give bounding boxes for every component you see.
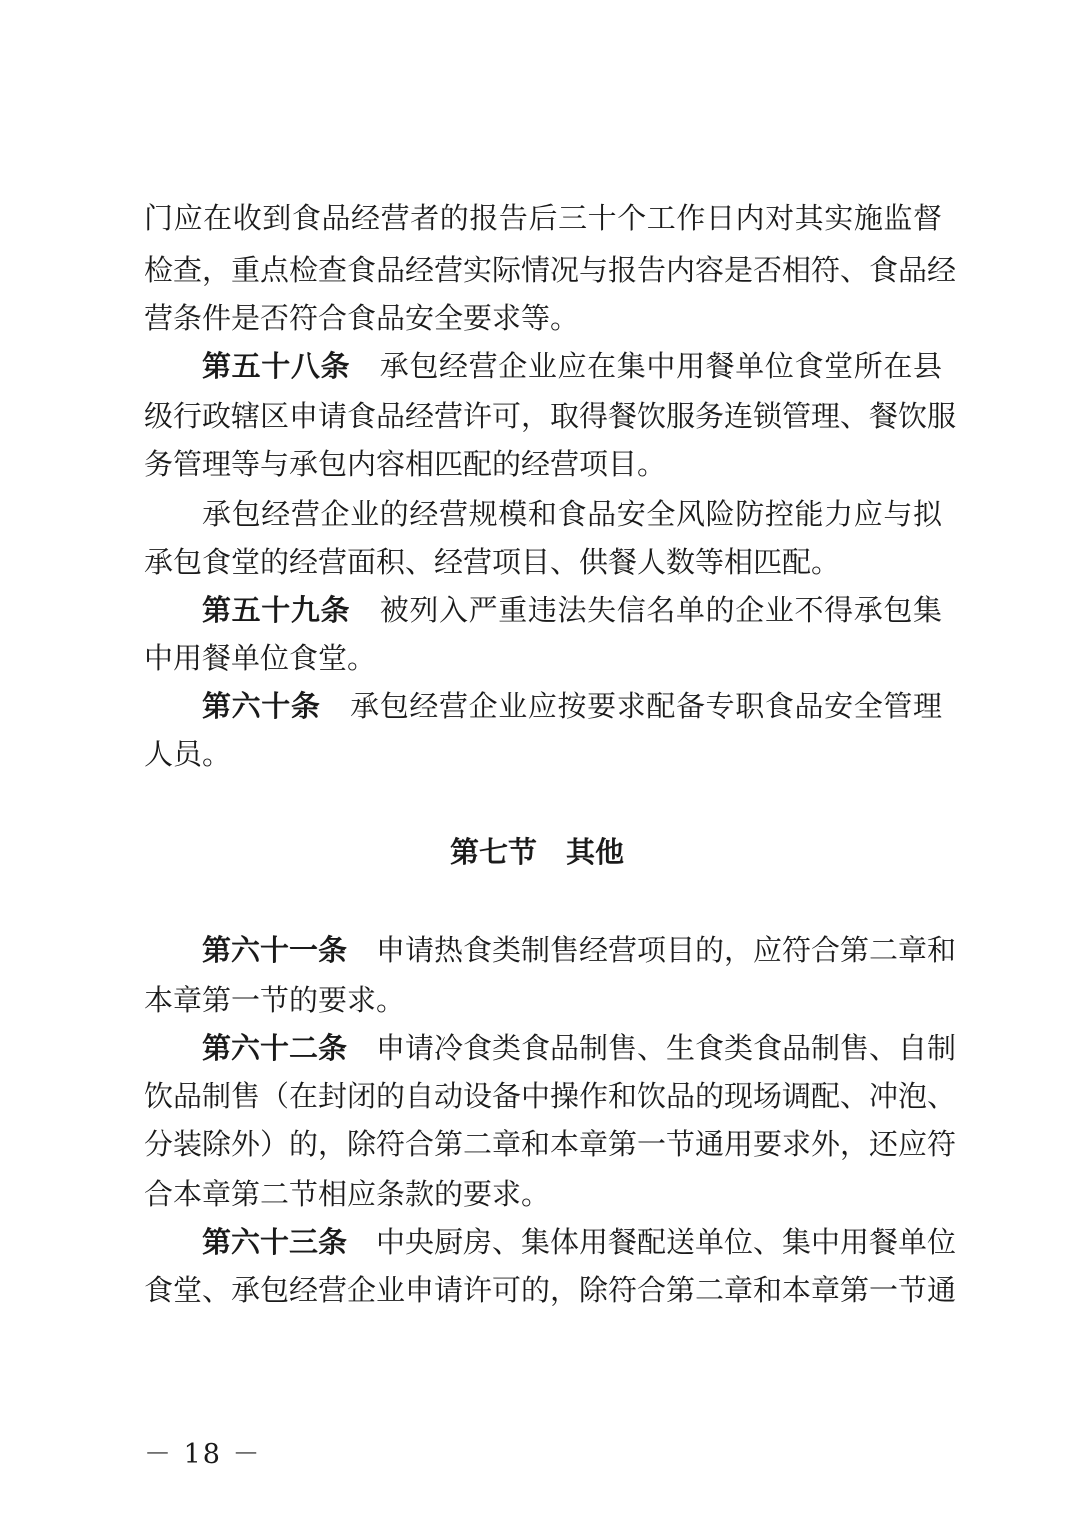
article-63-line (202, 1222, 957, 1262)
line-text: 承包经营企业应在集中用餐单位食堂所在县 (379, 349, 942, 383)
line-text: 检查，重点检查食品经营实际情况与报告内容是否相符、食品经 (144, 253, 957, 287)
article-58-line (202, 346, 942, 386)
line-text: 门应在收到食品经营者的报告后三十个工作日内对其实施监督 (144, 201, 942, 235)
article-number: 第六十二条 (202, 1031, 348, 1065)
line-text: 承包经营企业应按要求配备专职食品安全管理 (349, 689, 942, 723)
section-heading: 第七节 其他 (449, 835, 624, 869)
line-text: 人员。 (144, 737, 232, 771)
text-line (144, 1174, 942, 1214)
line-text: 合本章第二节相应条款的要求。 (144, 1177, 551, 1211)
text-line (144, 1076, 957, 1116)
line-text: 被列入严重违法失信名单的企业不得承包集 (379, 593, 942, 627)
article-number: 第五十八条 (202, 349, 351, 383)
article-number: 第六十条 (202, 689, 321, 723)
text-line (144, 396, 957, 436)
text-line (144, 198, 942, 238)
text-line (144, 1270, 957, 1310)
article-number: 第六十一条 (202, 933, 348, 967)
text-line (144, 250, 957, 290)
text-line (144, 542, 942, 582)
line-text: 中用餐单位食堂。 (144, 641, 377, 675)
page-number: － 18 － (144, 1439, 262, 1470)
line-text: 务管理等与承包内容相匹配的经营项目。 (144, 447, 667, 481)
line-text: 中央厨房、集体用餐配送单位、集中用餐单位 (376, 1225, 957, 1259)
line-text: 分装除外）的，除符合第二章和本章第一节通用要求外，还应符 (144, 1127, 957, 1161)
line-text: 承包食堂的经营面积、经营项目、供餐人数等相匹配。 (144, 545, 841, 579)
line-text: 申请冷食类食品制售、生食类食品制售、自制 (376, 1031, 957, 1065)
line-text: 申请热食类制售经营项目的，应符合第二章和 (376, 933, 957, 967)
article-61-line (202, 930, 957, 970)
text-line (144, 734, 942, 774)
line-text: 级行政辖区申请食品经营许可，取得餐饮服务连锁管理、餐饮服 (144, 399, 957, 433)
line-text: 营条件是否符合食品安全要求等。 (144, 301, 580, 335)
text-line (144, 444, 942, 484)
article-60-line (202, 686, 942, 726)
paragraph-first-line (202, 494, 942, 534)
article-62-line (202, 1028, 957, 1068)
text-line (144, 298, 942, 338)
article-59-line (202, 590, 942, 630)
text-line (144, 1124, 957, 1164)
line-text: 食堂、承包经营企业申请许可的，除符合第二章和本章第一节通 (144, 1273, 957, 1307)
line-text: 承包经营企业的经营规模和食品安全风险防控能力应与拟 (202, 497, 942, 531)
text-line (144, 980, 942, 1020)
text-line (144, 638, 942, 678)
article-number: 第六十三条 (202, 1225, 348, 1259)
line-text: 本章第一节的要求。 (144, 983, 406, 1017)
line-text: 饮品制售（在封闭的自动设备中操作和饮品的现场调配、冲泡、 (144, 1079, 957, 1113)
article-number: 第五十九条 (202, 593, 351, 627)
